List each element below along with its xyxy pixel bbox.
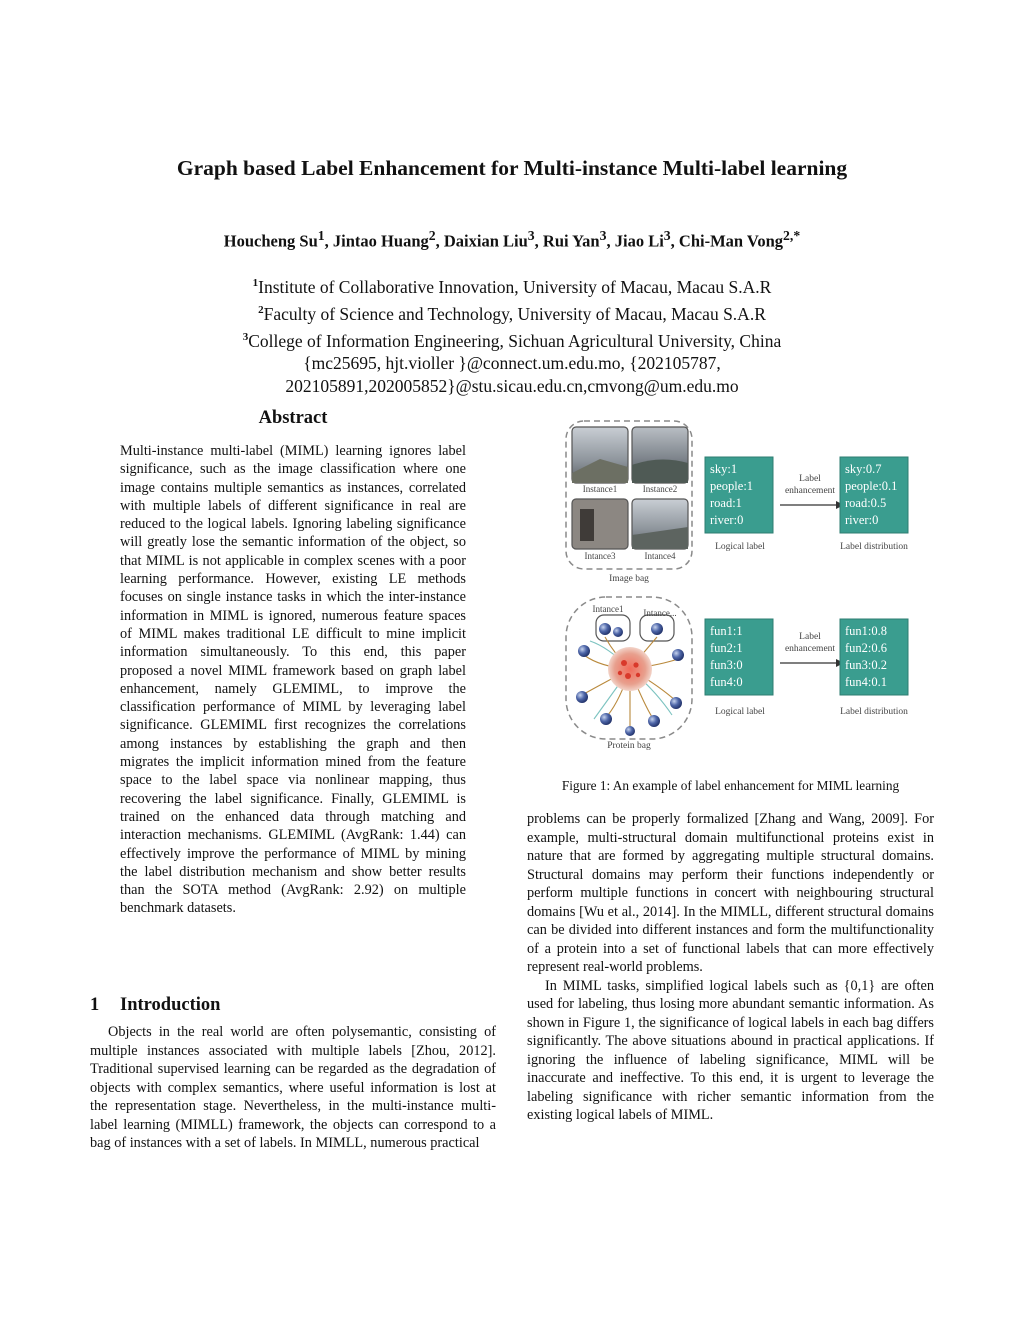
author-name: Houcheng Su <box>223 231 318 251</box>
label-entry: fun3:0 <box>710 658 743 672</box>
label-entry: river:0 <box>710 513 744 527</box>
figure-illustration <box>560 415 925 755</box>
protein-instance-label: Intance1 <box>592 604 624 614</box>
author-separator: , <box>534 231 543 251</box>
label-entry: fun4:0 <box>710 675 743 689</box>
author-name: Jiao Li <box>614 231 664 251</box>
protein-logical-label-box <box>705 619 773 717</box>
arrow-label-line2: enhancement <box>784 644 836 654</box>
author-separator: , <box>606 231 615 251</box>
author-affiliation-mark: 1 <box>317 228 325 243</box>
affiliation-2 <box>0 299 1024 326</box>
label-entry: people:1 <box>710 479 754 493</box>
protein-bag-label: Protein bag <box>607 741 651 751</box>
author-affiliation-mark: 3 <box>599 228 607 243</box>
label-enhancement-arrow <box>780 474 844 509</box>
affiliation-text: Institute of Collaborative Innovation, University of Macau, Macau S.A.R <box>258 276 772 297</box>
label-entry: fun2:1 <box>710 641 743 655</box>
author-name: Daixian Liu <box>443 231 528 251</box>
image-label-distribution-box <box>840 457 908 552</box>
image-bag <box>566 421 692 584</box>
label-entry: sky:0.7 <box>845 462 882 476</box>
label-entry: fun2:0.6 <box>845 641 888 655</box>
instance-label: Instance1 <box>582 484 618 494</box>
protein-label-distribution-box <box>840 619 908 717</box>
author-separator: , <box>324 231 329 251</box>
figure-caption: Figure 1: An example of label enhancement for MIML learning <box>561 778 900 793</box>
instance-label: Intance3 <box>584 551 616 561</box>
affiliation-3 <box>0 326 1024 353</box>
label-enhancement-arrow <box>780 632 844 667</box>
email-line-1: {mc25695, hjt.violler }@connect.um.edu.mo, {202105787, <box>303 353 721 374</box>
arrow-label-line1: Label <box>799 474 821 484</box>
logical-label-caption: Logical label <box>715 542 765 552</box>
arrow-label-line2: enhancement <box>784 486 836 496</box>
label-entry: river:0 <box>845 513 879 527</box>
abstract-text: Multi-instance multi-label (MIML) learning ignores label significance, such as the image classification where one image contains multiple semantics as instances, correlated with multiple labels of different significance in real are reduced to the logical labels. Ignoring labeling significance will greatly lose the semantic information of the object, so that MIML is not applicable in complex scenes with a poor learning performance. However, existing LE methods focuses on single instance tasks in which the inter-instance information in MIML is ignored, numerous feature spaces of MIML makes traditional LE difficult to mine implicit information simultaneously. To this end, this paper proposed a novel MIML framework based on graph label enhancement, namely GLEMIML, to improve the classification performance of MIML by leveraging label significance. GLEMIML first recognizes the correlations among instances by establishing the graph and then migrates the implicit information mined from the feature space to the label space via nonlinear mapping, thus recovering the label significance. Finally, GLEMIML is trained on the enhanced data through matching and interaction mechanisms. GLEMIML (AvgRank: 1.44) can effectively improve the performance of MIML by mining the label distribution mechanism and show better results than the SOTA method (AvgRank: 2.92) on multiple benchmark datasets. <box>120 443 466 917</box>
instance-label: Intance4 <box>644 551 676 561</box>
affiliation-text: College of Information Engineering, Sichuan Agricultural University, China <box>248 330 782 351</box>
affiliation-1 <box>0 272 1024 299</box>
author-affiliation-mark: 3 <box>663 228 671 243</box>
label-entry: sky:1 <box>710 462 738 476</box>
author-name: Rui Yan <box>542 231 600 251</box>
intro-left-column <box>90 1023 496 1153</box>
instance-label: Instance2 <box>642 484 678 494</box>
paragraph: Objects in the real world are often polysemantic, consisting of multiple instances associated with multiple labels [Zhou, 2012]. Traditional supervised learning can be regarded as the degradation of objects with complex semantics, where useful information is lost at the representation stage. Nevertheless, in the multi-instance multi-label learning (MIMLL) framework, the objects can correspond to a bag of instances with a set of labels. In MIMLL, numerous practical <box>90 1024 496 1151</box>
affiliations <box>0 272 1024 398</box>
section-number: 1 <box>90 995 100 1015</box>
author-list <box>0 228 1024 252</box>
author-separator: , <box>670 231 675 251</box>
label-distribution-caption: Label distribution <box>840 542 908 552</box>
abstract-heading: Abstract <box>258 408 328 428</box>
affiliation-number: 1 <box>252 277 259 289</box>
label-distribution-caption: Label distribution <box>840 707 908 717</box>
author-name: Chi-Man Vong <box>678 231 783 251</box>
arrow-label-line1: Label <box>799 632 821 642</box>
section-title: Introduction <box>120 995 221 1015</box>
image-logical-label-box <box>705 457 773 552</box>
protein-instance-label: Intance... <box>643 608 677 618</box>
label-entry: fun1:1 <box>710 624 743 638</box>
protein-bag <box>566 597 692 751</box>
email-line-2: 202105891,202005852}@stu.sicau.edu.cn,cmvong@um.edu.mo <box>285 376 739 397</box>
author-affiliation-mark: 3 <box>527 228 535 243</box>
paragraph: problems can be properly formalized [Zhang and Wang, 2009]. For example, multi-structural domain multifunctional proteins exist in nature that are formed by aggregating multiple structural domains. Structural domains may perform their functions independently or perform multiple functions in concert with neighbouring structural domains [Wu et al., 2014]. In the MIMLL, different structural domains can be divided into different instances and form the multifunctionality of a protein into a set of functional labels that can more effectively represent real-world problems. <box>527 811 934 975</box>
author-affiliation-mark: 2,* <box>783 228 801 243</box>
paragraph: In MIML tasks, simplified logical labels such as {0,1} are often used for labeling, thus losing more abundant semantic information. As shown in Figure 1, the significance of logical labels in each bag differs significantly. The above situations abound in practical applications. If ignoring the influence of labeling significance, MIML will be inaccurate and ineffective. To this end, it is urgent to leverage the labeling significance with richer semantic information from the existing logical labels of MIML. <box>527 977 934 1123</box>
label-entry: road:1 <box>710 496 742 510</box>
label-entry: fun3:0.2 <box>845 658 888 672</box>
affiliation-text: Faculty of Science and Technology, University of Macau, Macau S.A.R <box>263 303 766 324</box>
label-entry: road:0.5 <box>845 496 887 510</box>
paper-title: Graph based Label Enhancement for Multi-instance Multi-label learning <box>176 156 848 180</box>
figure-1 <box>560 415 925 755</box>
author-separator: , <box>435 231 444 251</box>
image-bag-label: Image bag <box>609 574 649 584</box>
label-entry: people:0.1 <box>845 479 898 493</box>
affiliation-number: 2 <box>258 303 264 316</box>
section-heading-introduction <box>90 995 220 1016</box>
label-entry: fun4:0.1 <box>845 675 888 689</box>
affiliation-number: 3 <box>242 330 249 343</box>
author-name: Jintao Huang <box>332 231 429 251</box>
logical-label-caption: Logical label <box>715 707 765 717</box>
author-affiliation-mark: 2 <box>428 228 436 243</box>
intro-right-column <box>527 810 934 1125</box>
label-entry: fun1:0.8 <box>845 624 888 638</box>
